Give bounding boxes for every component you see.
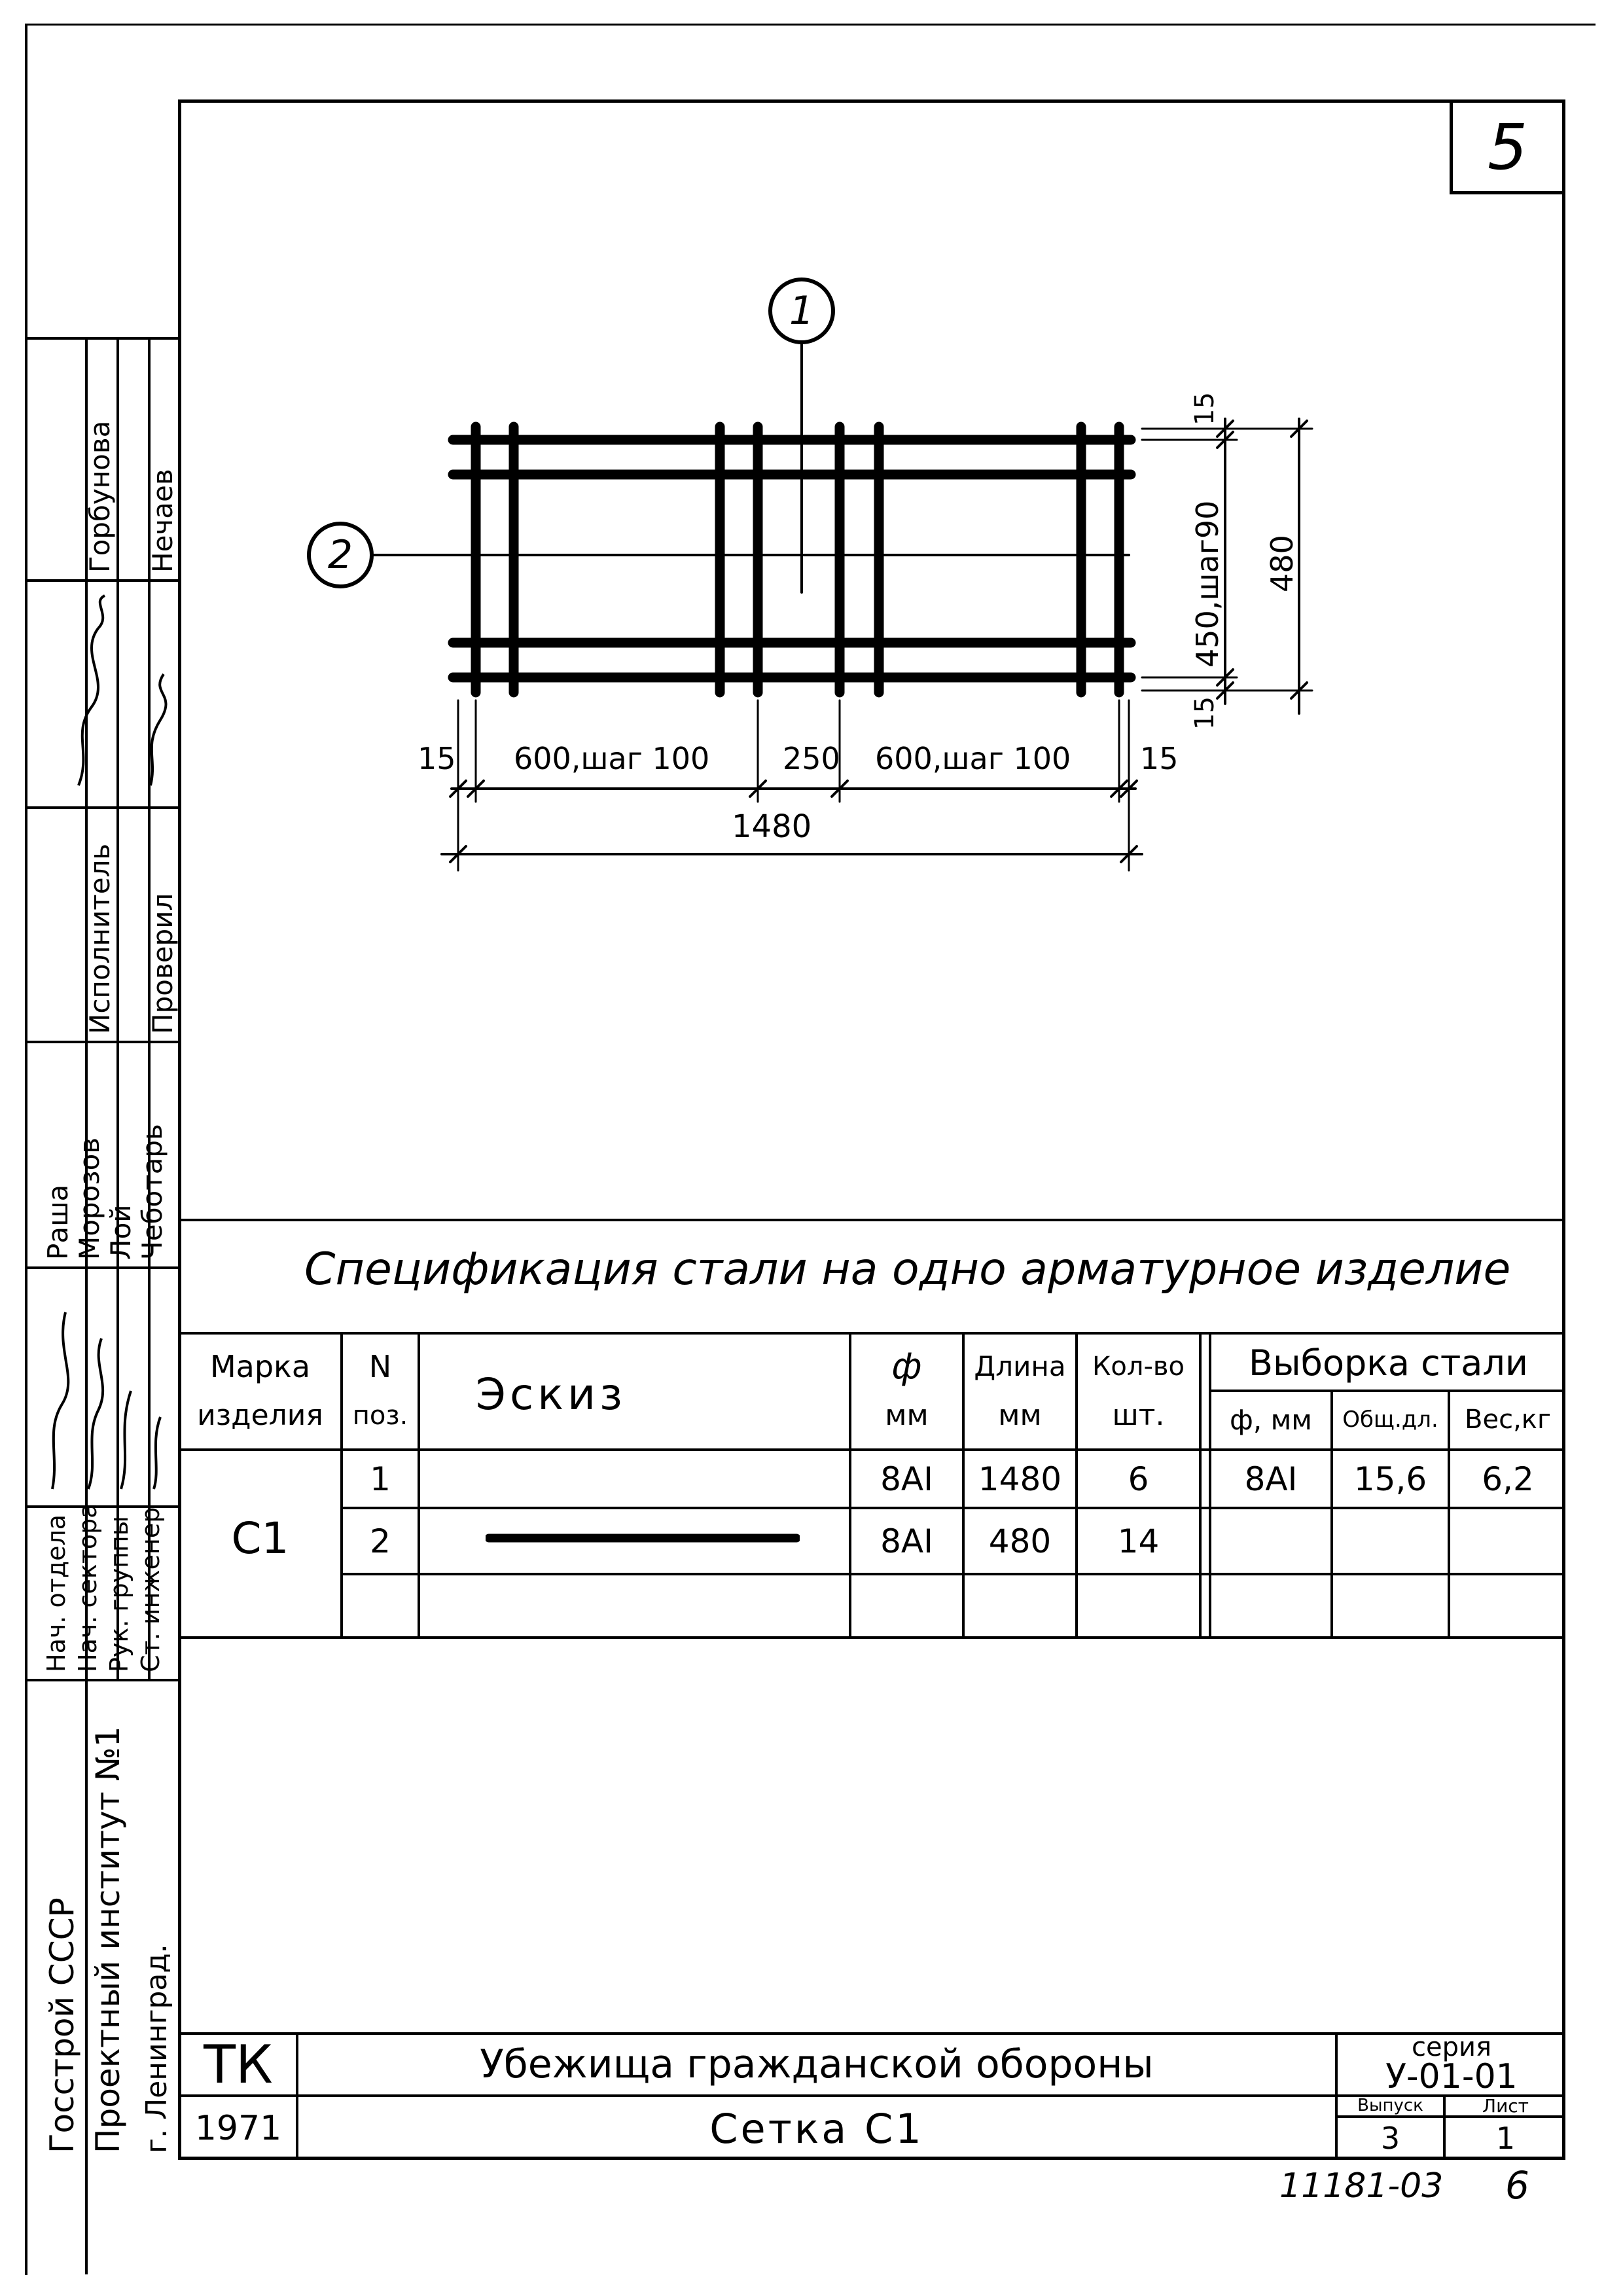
stamp-role-senior-eng: Ст. инженер	[136, 1507, 165, 1672]
mesh-drawing	[0, 0, 1623, 916]
spec-title: Спецификация стали на одно арматурное изделие	[304, 1244, 1511, 1295]
row1-length: 1480	[978, 1460, 1062, 1498]
stamp-org-2: Проектный институт №1	[89, 1726, 127, 2153]
stamp-h-2	[25, 579, 178, 582]
issue-value: 3	[1380, 2121, 1400, 2156]
dim-480: 480	[1264, 535, 1300, 592]
stamp-h-3	[25, 806, 178, 809]
stamp-org-3: г. Ленинград.	[140, 1944, 173, 2153]
sheet-label: Лист	[1482, 2094, 1529, 2117]
row1-sel-phi: 8AI	[1244, 1460, 1298, 1498]
dim-top-15: 15	[1190, 392, 1220, 425]
stamp-h-5	[25, 1266, 178, 1269]
hdr-selection: Выборка стали	[1248, 1342, 1529, 1384]
row1-sel-total: 15,6	[1353, 1460, 1427, 1498]
row2-qty: 14	[1117, 1522, 1160, 1560]
row2-pos: 2	[370, 1522, 391, 1560]
sketch-bar	[486, 1532, 800, 1545]
stamp-role-checker: Проверил	[147, 893, 179, 1034]
dim-left-15: 15	[418, 741, 456, 776]
hdr-phi-2: мм	[885, 1399, 929, 1432]
stamp-name-rasha: Раша	[42, 1184, 74, 1260]
stamp-role-head-sector: Нач. сектора	[73, 1503, 102, 1672]
spec-col-line-6a	[1199, 1332, 1202, 1636]
series-value: У-01-01	[1385, 2057, 1518, 2096]
row2-length: 480	[988, 1522, 1052, 1560]
row1-qty: 6	[1128, 1460, 1149, 1498]
spec-top-line	[178, 1219, 1565, 1221]
dim-600-a: 600,шаг 100	[514, 741, 710, 776]
hdr-qty-2: шт.	[1112, 1399, 1165, 1432]
hdr-sketch: Эскиз	[475, 1369, 627, 1420]
hdr-sel-weight: Вес,кг	[1465, 1405, 1551, 1435]
spec-bottom	[178, 1636, 1565, 1639]
issue-label: Выпуск	[1357, 2096, 1423, 2115]
title-sheet-title: Сетка С1	[709, 2104, 924, 2153]
hdr-sel-total: Общ.дл.	[1342, 1407, 1438, 1433]
callout-1-label: 1	[789, 288, 815, 334]
stamp-role-executor: Исполнитель	[84, 843, 116, 1034]
spec-header-top	[178, 1332, 1565, 1335]
title-project: Убежища гражданской обороны	[480, 2041, 1154, 2087]
hdr-phi-1: ф	[891, 1346, 922, 1387]
hdr-sel-phi: ф, мм	[1230, 1403, 1312, 1436]
stamp-name-loy: Лой	[105, 1204, 137, 1260]
dim-450: 450,шаг90	[1190, 500, 1225, 668]
hdr-length-2: мм	[998, 1399, 1042, 1432]
footer-page: 6	[1505, 2163, 1529, 2208]
row1-pos: 1	[370, 1460, 391, 1498]
signature-lower	[26, 1273, 177, 1502]
hdr-marka-2: изделия	[197, 1399, 323, 1432]
dim-bottom-15: 15	[1190, 696, 1220, 730]
dim-600-b: 600,шаг 100	[875, 741, 1071, 776]
stamp-name-chebotar: Чеботарь	[136, 1124, 168, 1260]
hdr-marka-1: Марка	[209, 1348, 311, 1384]
stamp-name-morozov: Морозов	[73, 1137, 105, 1260]
title-code: ТК	[204, 2034, 273, 2095]
row2-phi: 8AI	[880, 1522, 933, 1560]
stamp-name-gorbunova: Горбунова	[84, 420, 116, 573]
row1-phi: 8AI	[880, 1460, 933, 1498]
hdr-n-2: поз.	[352, 1400, 408, 1431]
longitudinal-bars	[453, 440, 1131, 677]
callout-2-label: 2	[327, 532, 353, 578]
signature-upper	[52, 589, 177, 798]
hdr-n-1: N	[368, 1348, 392, 1384]
stamp-h-1	[25, 337, 178, 340]
spec-row2-bottom	[340, 1573, 1565, 1575]
corner-number: 5	[1487, 110, 1528, 184]
stamp-role-group-lead: Рук. группы	[105, 1516, 134, 1672]
hdr-qty-1: Кол-во	[1092, 1351, 1185, 1382]
stamp-role-head-dept: Нач. отдела	[42, 1514, 71, 1672]
stamp-h-7	[25, 1679, 178, 1681]
dim-250: 250	[783, 741, 840, 776]
transverse-bars	[476, 427, 1119, 692]
footer-number: 11181-03	[1279, 2166, 1444, 2206]
dim-1480: 1480	[732, 808, 812, 845]
hdr-length-1: Длина	[974, 1350, 1066, 1382]
row1-sel-weight: 6,2	[1482, 1460, 1534, 1498]
stamp-org-1: Госстрой СССР	[43, 1897, 81, 2153]
series-label: серия	[1411, 2032, 1492, 2062]
sheet-value: 1	[1495, 2121, 1516, 2156]
dim-right-15: 15	[1140, 741, 1179, 776]
stamp-name-nechaev: Нечаев	[147, 469, 179, 573]
spec-mark: С1	[231, 1513, 289, 1564]
title-year: 1971	[194, 2109, 282, 2148]
stamp-h-4	[25, 1041, 178, 1043]
